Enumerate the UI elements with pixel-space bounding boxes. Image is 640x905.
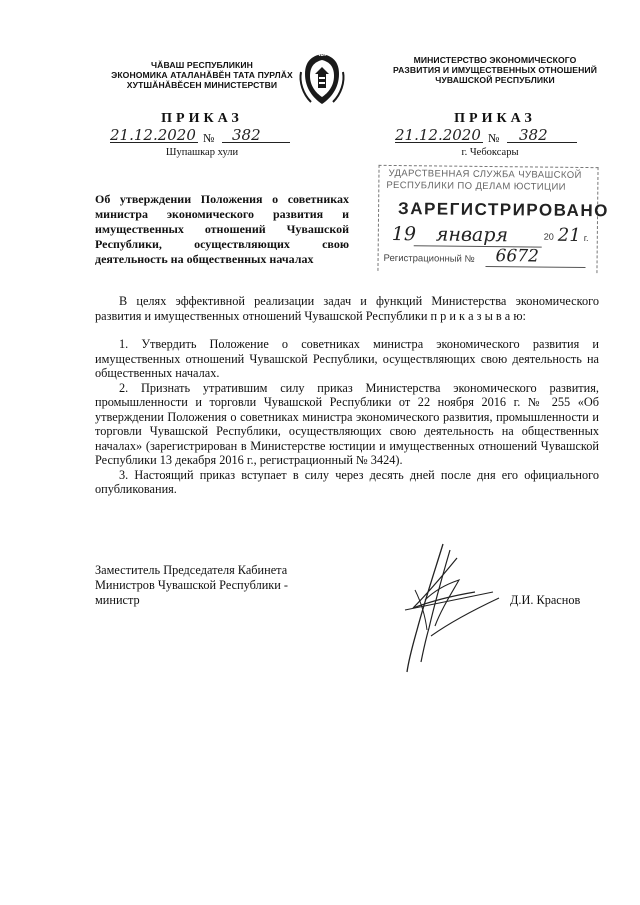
signatory-name: Д.И. Краснов [510,593,581,607]
handwritten-signature [395,540,505,680]
emblem [297,52,347,108]
stamp-line2: РЕСПУБЛИКИ ПО ДЕЛАМ ЮСТИЦИИ [386,179,567,193]
stamp-date-row [392,223,592,249]
date-underline-right [395,142,483,143]
document-body [95,294,599,497]
date-right: 21.12.2020 [395,126,481,144]
stamp-reg-underline [485,266,585,268]
signature-position-line1: Заместитель Председателя Кабинета [95,563,288,577]
header-left-line1: ЧĂВАШ РЕСПУБЛИКИН [151,60,253,70]
header-left-line3: ХУТШĂНĂВĔСЕН МИНИСТЕРСТВИ [126,80,278,90]
coat-of-arms-icon [297,52,347,108]
stamp-year-suffix: г. [583,233,589,244]
registration-stamp [377,165,610,273]
number-line-right [395,126,595,148]
stamp-day: 19 [391,222,417,246]
number-line-left [110,126,290,148]
number-sign-left: № [203,131,215,145]
doc-type-right: ПРИКАЗ [454,111,536,126]
signature-scribble-icon [395,540,505,680]
stamp-year-prefix: 20 [543,231,554,242]
doc-type-left: ПРИКАЗ [161,111,243,126]
stamp-year: 21 [557,224,581,246]
signature-position-line3: министр [95,593,140,607]
signature-position [95,563,355,608]
stamp-registered: ЗАРЕГИСТРИРОВАНО [398,199,610,221]
city-left: Шупашкар хули [165,147,239,158]
number-underline-right [507,142,577,143]
header-left [92,60,312,90]
stamp-reg-label: Регистрационный № [383,252,475,265]
header-right [385,55,605,85]
stamp-left-border [377,165,379,271]
header-right-line3: ЧУВАШСКОЙ РЕСПУБЛИКИ [435,75,555,85]
date-left: 21.12.2020 [110,126,196,144]
number-left: 382 [232,126,261,144]
number-underline-left [222,142,290,143]
header-right-line1: МИНИСТЕРСТВО ЭКОНОМИЧЕСКОГО [413,55,577,65]
emblem-text: ЧВР [316,52,328,58]
stamp-reg-number: 6672 [495,246,539,267]
body-item-1: 1. Утвердить Положение о советниках министра экономического развития и имущественных отношений Чувашской Республики, осуществляющих свою деятельность на общественных началах. [95,337,599,380]
document-title: Об утверждении Положения о советниках министра экономического развития и имущественных отношений Чувашской Республики, осуществляющих свою деятельность на общественных началах [95,192,349,266]
body-item-2: 2. Признать утратившим силу приказ Министерства экономического развития, промышленности и торговли Чувашской Республики от 22 ноября 2016 г. № 255 «Об утверждении Положения о советниках министра экономического развития, промышленности и торговли Чувашской Республики, осуществляющих свою деятельность на общественных началах» (зарегистрирован в Министерстве юстиции и имущественных отношений Чувашской Республики 13 декабря 2016 г., регистрационный № 3424). [95,380,599,467]
number-sign-right: № [488,131,500,145]
body-item-3: 3. Настоящий приказ вступает в силу через десять дней после дня его официального опубликования. [95,467,599,496]
stamp-month: января [435,223,509,247]
signature-position-line2: Министров Чувашской Республики - [95,578,289,592]
header-left-line2: ЭКОНОМИКА АТАЛАНĂВĔН ТАТА ПУРЛĂХ [111,70,293,80]
date-underline-left [110,142,198,143]
body-intro: В целях эффективной реализации задач и функций Министерства экономического развития и имущественных отношений Чувашской Республики п р и к а з ы в а ю: [95,294,599,323]
city-right: г. Чебоксары [461,147,519,158]
number-right: 382 [519,126,548,144]
stamp-line1: УДАРСТВЕННАЯ СЛУЖБА ЧУВАШСКОЙ [388,167,582,181]
header-right-line2: РАЗВИТИЯ И ИМУЩЕСТВЕННЫХ ОТНОШЕНИЙ [393,65,597,75]
